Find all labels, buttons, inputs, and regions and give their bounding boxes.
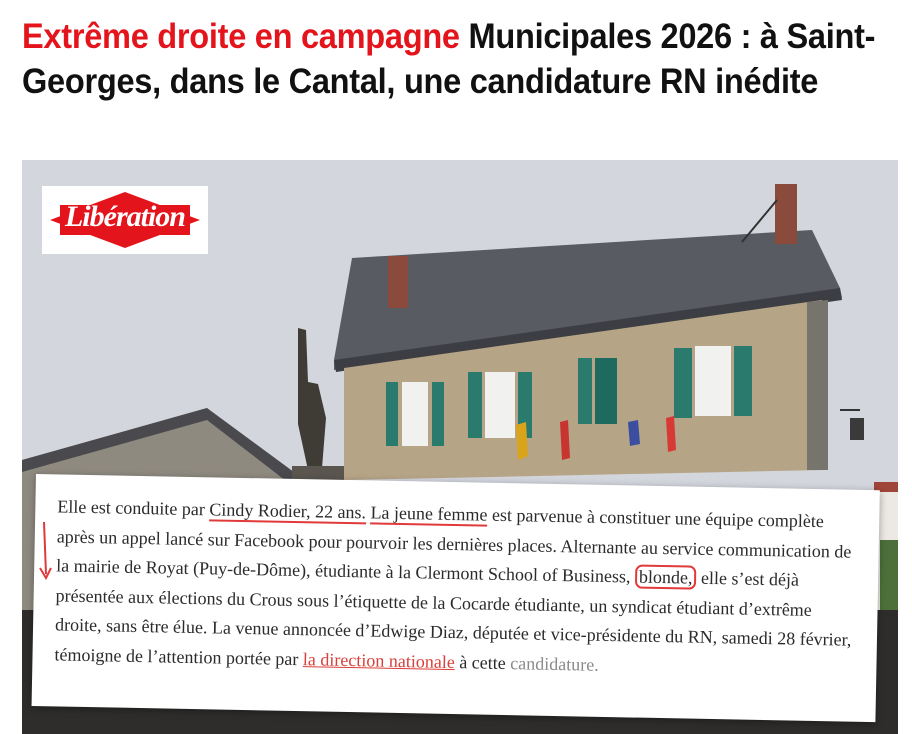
excerpt-text-3: est parvenue à constituer une équipe complète après un appel lancé sur Facebook pour pourvoir les dernières places. Alternante au service communication de la mairie de Royat (Puy-de-Dôme), étudiante à la Clermont School of Business,: [56, 504, 852, 587]
headline-kicker[interactable]: Extrême droite en campagne: [22, 17, 460, 56]
excerpt-faded-end: candidature.: [510, 652, 599, 675]
headline: [22, 14, 892, 104]
logo-text: Libération: [64, 200, 185, 233]
excerpt-text-4: elle s’est déjà présentée aux élections du Crous sous l’étiquette de la Cocarde étudiante, un syndicat étudiant d’extrême droite, sans être élue. La venue annoncée d’Edwige Diaz, députée et vice-présidente du RN, samedi 28 février, témoigne de l’attention portée par: [54, 567, 852, 669]
excerpt-paragraph: [54, 492, 859, 684]
article-excerpt-card: [32, 474, 880, 722]
headline-title[interactable]: Municipales 2026 : à Saint-Georges, dans le Cantal, une candidature RN inédite: [22, 17, 876, 101]
highlight-name-age: Cindy Rodier, 22 ans.: [209, 499, 367, 523]
excerpt-text-5: à cette: [454, 651, 511, 673]
excerpt-text-1: Elle est conduite par: [57, 496, 210, 520]
circled-blonde: blonde,: [635, 565, 697, 590]
highlight-jeune-femme: La jeune femme: [370, 502, 488, 525]
liberation-logo: [42, 186, 208, 254]
direction-nationale-link[interactable]: la direction nationale: [302, 648, 456, 672]
annotation-arrow-icon: [38, 520, 52, 582]
